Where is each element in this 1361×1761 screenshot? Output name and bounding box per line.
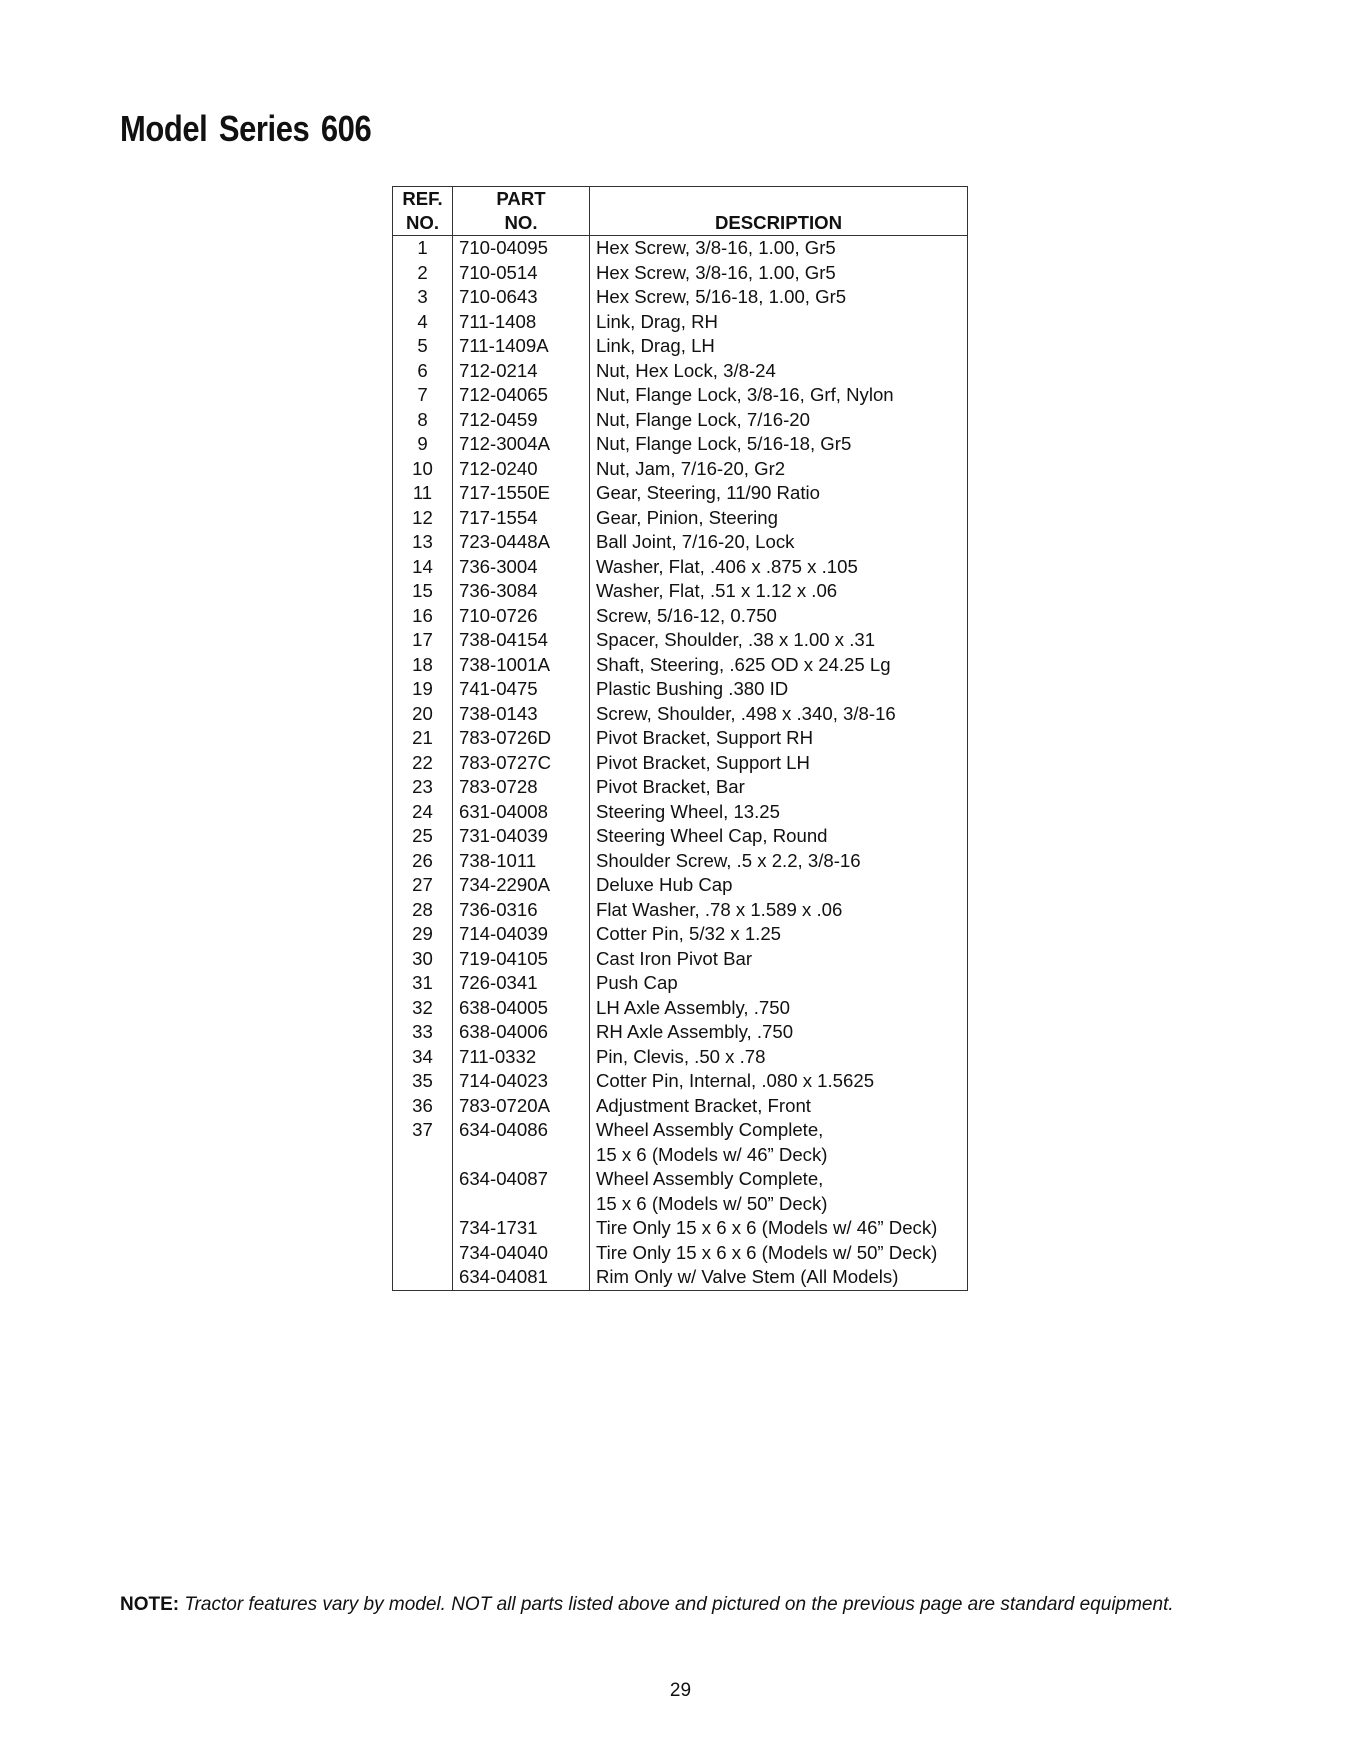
description-cell: Cotter Pin, Internal, .080 x 1.5625 — [590, 1069, 968, 1094]
table-row — [393, 922, 968, 947]
ref-no-cell: 28 — [412, 898, 433, 920]
table-row — [393, 653, 968, 678]
ref-no-cell: 5 — [417, 335, 428, 356]
table-row — [393, 1143, 968, 1168]
part-no-cell: 714-04023 — [453, 1069, 590, 1094]
part-no-cell: 738-1001A — [453, 653, 590, 678]
table-row — [393, 775, 968, 800]
ref-no-cell — [393, 1241, 453, 1266]
description-cell: Link, Drag, LH — [590, 334, 968, 359]
part-no-cell: 631-04008 — [453, 800, 590, 825]
ref-header-line1: REF. — [402, 188, 443, 209]
ref-no-cell: 3 — [417, 286, 428, 307]
table-row — [393, 677, 968, 702]
ref-no-cell: 37 — [412, 1119, 433, 1140]
description-cell: Washer, Flat, .406 x .875 x .105 — [590, 555, 968, 580]
ref-no-cell — [393, 1167, 453, 1192]
table-row — [393, 1192, 968, 1217]
part-no-cell: 712-3004A — [453, 432, 590, 457]
description-cell: Tire Only 15 x 6 x 6 (Models w/ 46” Deck) — [590, 1216, 968, 1241]
table-row — [393, 800, 968, 825]
part-no-cell: 734-2290A — [453, 873, 590, 898]
ref-no-cell: 26 — [412, 849, 433, 871]
ref-no-cell: 31 — [412, 972, 433, 993]
description-cell: Screw, 5/16-12, 0.750 — [590, 604, 968, 629]
ref-no-cell: 15 — [412, 580, 433, 601]
ref-no-cell: 7 — [417, 384, 428, 405]
table-row — [393, 1167, 968, 1192]
ref-no-cell: 2 — [417, 261, 428, 283]
table-row — [393, 873, 968, 898]
ref-no-cell: 35 — [412, 1070, 433, 1091]
description-cell: Pivot Bracket, Bar — [590, 775, 968, 800]
table-row — [393, 530, 968, 555]
table-row — [393, 751, 968, 776]
description-header-text: DESCRIPTION — [714, 212, 843, 233]
table-row — [393, 1045, 968, 1070]
description-cell: Nut, Flange Lock, 3/8-16, Grf, Nylon — [590, 383, 968, 408]
ref-header-line2: NO. — [405, 212, 440, 233]
part-no-cell: 712-0214 — [453, 359, 590, 384]
table-row — [393, 1118, 968, 1143]
description-cell: Flat Washer, .78 x 1.589 x .06 — [590, 898, 968, 923]
ref-no-cell — [393, 1265, 453, 1290]
part-no-cell: 712-0240 — [453, 457, 590, 482]
ref-no-cell: 32 — [412, 996, 433, 1018]
part-no-cell: 736-0316 — [453, 898, 590, 923]
table-row — [393, 971, 968, 996]
part-no-cell: 638-04006 — [453, 1020, 590, 1045]
table-header-row — [393, 187, 968, 236]
table-row — [393, 1265, 968, 1290]
note-text: Tractor features vary by model. NOT all parts listed above and pictured on the previous page are standard equipment. — [184, 1594, 1174, 1615]
part-no-cell: 736-3004 — [453, 555, 590, 580]
part-no-cell: 634-04086 — [453, 1118, 590, 1143]
part-no-cell: 638-04005 — [453, 996, 590, 1021]
description-cell: Push Cap — [590, 971, 968, 996]
description-cell: Spacer, Shoulder, .38 x 1.00 x .31 — [590, 628, 968, 653]
part-no-cell — [453, 1143, 590, 1168]
table-row — [393, 702, 968, 727]
ref-no-cell: 25 — [412, 825, 433, 846]
table-row — [393, 1020, 968, 1045]
note-label: NOTE: — [120, 1594, 180, 1615]
description-cell: Adjustment Bracket, Front — [590, 1094, 968, 1119]
description-cell: Nut, Jam, 7/16-20, Gr2 — [590, 457, 968, 482]
ref-no-cell: 30 — [412, 947, 433, 969]
part-no-cell: 711-1409A — [453, 334, 590, 359]
table-row — [393, 996, 968, 1021]
part-no-cell: 711-0332 — [453, 1045, 590, 1070]
page-number: 29 — [669, 1680, 692, 1701]
description-cell: RH Axle Assembly, .750 — [590, 1020, 968, 1045]
table-row — [393, 408, 968, 433]
description-cell: Gear, Pinion, Steering — [590, 506, 968, 531]
description-cell: Screw, Shoulder, .498 x .340, 3/8-16 — [590, 702, 968, 727]
table-row — [393, 898, 968, 923]
part-no-cell: 741-0475 — [453, 677, 590, 702]
description-cell: Pivot Bracket, Support LH — [590, 751, 968, 776]
ref-no-cell: 18 — [412, 653, 433, 675]
description-cell: Pin, Clevis, .50 x .78 — [590, 1045, 968, 1070]
ref-no-cell: 12 — [412, 506, 433, 528]
ref-no-cell: 16 — [412, 604, 433, 626]
part-no-cell: 711-1408 — [453, 310, 590, 335]
ref-no-cell: 1 — [417, 237, 428, 258]
ref-no-cell: 8 — [417, 408, 428, 430]
description-cell: Link, Drag, RH — [590, 310, 968, 335]
table-row — [393, 236, 968, 261]
table-row — [393, 628, 968, 653]
ref-no-cell: 17 — [412, 629, 433, 650]
part-no-cell: 719-04105 — [453, 947, 590, 972]
table-row — [393, 579, 968, 604]
description-cell: Ball Joint, 7/16-20, Lock — [590, 530, 968, 555]
description-cell: Plastic Bushing .380 ID — [590, 677, 968, 702]
ref-no-cell: 11 — [412, 482, 433, 503]
ref-no-cell: 23 — [412, 776, 433, 797]
part-no-cell: 717-1550E — [453, 481, 590, 506]
part-no-header — [453, 187, 590, 236]
part-no-cell: 783-0727C — [453, 751, 590, 776]
table-row — [393, 604, 968, 629]
ref-no-cell — [393, 1216, 453, 1241]
ref-no-cell: 10 — [412, 457, 433, 479]
description-cell: Washer, Flat, .51 x 1.12 x .06 — [590, 579, 968, 604]
part-no-cell: 710-04095 — [453, 236, 590, 261]
table-row — [393, 285, 968, 310]
part-no-cell — [453, 1192, 590, 1217]
description-cell: Nut, Flange Lock, 5/16-18, Gr5 — [590, 432, 968, 457]
page-title: Model Series 606 — [120, 108, 372, 149]
ref-no-cell: 20 — [412, 702, 433, 724]
table-row — [393, 457, 968, 482]
table-row — [393, 261, 968, 286]
ref-no-cell: 22 — [412, 751, 433, 773]
table-row — [393, 824, 968, 849]
ref-no-cell: 19 — [412, 678, 433, 699]
part-no-cell: 712-0459 — [453, 408, 590, 433]
note — [120, 1594, 1174, 1616]
ref-no-cell: 34 — [412, 1045, 433, 1067]
ref-no-header — [393, 187, 453, 236]
description-cell: Pivot Bracket, Support RH — [590, 726, 968, 751]
ref-no-cell: 9 — [417, 433, 428, 454]
part-no-cell: 783-0728 — [453, 775, 590, 800]
table-row — [393, 1069, 968, 1094]
table-row — [393, 1216, 968, 1241]
table-row — [393, 334, 968, 359]
part-no-cell: 736-3084 — [453, 579, 590, 604]
ref-no-cell: 29 — [412, 923, 433, 944]
description-cell: Hex Screw, 3/8-16, 1.00, Gr5 — [590, 236, 968, 261]
part-no-cell: 710-0514 — [453, 261, 590, 286]
ref-no-cell — [393, 1192, 453, 1217]
part-no-cell: 712-04065 — [453, 383, 590, 408]
table-row — [393, 555, 968, 580]
part-no-cell: 726-0341 — [453, 971, 590, 996]
description-cell: Nut, Hex Lock, 3/8-24 — [590, 359, 968, 384]
description-cell: Nut, Flange Lock, 7/16-20 — [590, 408, 968, 433]
description-cell: Wheel Assembly Complete, — [590, 1118, 968, 1143]
table-row — [393, 1241, 968, 1266]
table-row — [393, 383, 968, 408]
part-no-cell: 710-0726 — [453, 604, 590, 629]
description-cell: Gear, Steering, 11/90 Ratio — [590, 481, 968, 506]
description-cell: Shoulder Screw, .5 x 2.2, 3/8-16 — [590, 849, 968, 874]
part-header-line2: NO. — [504, 212, 538, 233]
table-row — [393, 432, 968, 457]
ref-no-cell — [393, 1143, 453, 1168]
table-row — [393, 506, 968, 531]
part-no-cell: 634-04081 — [453, 1265, 590, 1290]
part-no-cell: 723-0448A — [453, 530, 590, 555]
description-cell: Cotter Pin, 5/32 x 1.25 — [590, 922, 968, 947]
ref-no-cell: 21 — [412, 727, 433, 748]
table-row — [393, 1094, 968, 1119]
ref-no-cell: 24 — [412, 800, 433, 822]
table-row — [393, 726, 968, 751]
part-no-cell: 738-04154 — [453, 628, 590, 653]
part-no-cell: 714-04039 — [453, 922, 590, 947]
table-row — [393, 947, 968, 972]
description-cell: Shaft, Steering, .625 OD x 24.25 Lg — [590, 653, 968, 678]
part-no-cell: 734-04040 — [453, 1241, 590, 1266]
table-row — [393, 849, 968, 874]
description-cell: Cast Iron Pivot Bar — [590, 947, 968, 972]
description-header — [590, 187, 968, 236]
description-cell: Hex Screw, 3/8-16, 1.00, Gr5 — [590, 261, 968, 286]
ref-no-cell: 4 — [417, 310, 428, 332]
part-header-line1: PART — [496, 188, 546, 209]
description-cell: Hex Screw, 5/16-18, 1.00, Gr5 — [590, 285, 968, 310]
description-cell: Steering Wheel, 13.25 — [590, 800, 968, 825]
ref-no-cell: 14 — [412, 555, 433, 577]
ref-no-cell: 36 — [412, 1094, 433, 1116]
part-no-cell: 734-1731 — [453, 1216, 590, 1241]
ref-no-cell: 13 — [412, 531, 433, 552]
ref-no-cell: 6 — [417, 359, 428, 381]
part-no-cell: 731-04039 — [453, 824, 590, 849]
ref-no-cell: 27 — [412, 874, 433, 895]
part-no-cell: 717-1554 — [453, 506, 590, 531]
part-no-cell: 634-04087 — [453, 1167, 590, 1192]
part-no-cell: 783-0720A — [453, 1094, 590, 1119]
table-row — [393, 359, 968, 384]
description-cell: 15 x 6 (Models w/ 50” Deck) — [590, 1192, 968, 1217]
description-cell: 15 x 6 (Models w/ 46” Deck) — [590, 1143, 968, 1168]
part-no-cell: 738-0143 — [453, 702, 590, 727]
ref-no-cell: 33 — [412, 1021, 433, 1042]
part-no-cell: 710-0643 — [453, 285, 590, 310]
description-cell: Wheel Assembly Complete, — [590, 1167, 968, 1192]
parts-table — [392, 186, 968, 1291]
description-cell: LH Axle Assembly, .750 — [590, 996, 968, 1021]
parts-table-body — [393, 236, 968, 1291]
description-cell: Deluxe Hub Cap — [590, 873, 968, 898]
part-no-cell: 738-1011 — [453, 849, 590, 874]
description-cell: Tire Only 15 x 6 x 6 (Models w/ 50” Deck) — [590, 1241, 968, 1266]
part-no-cell: 783-0726D — [453, 726, 590, 751]
description-cell: Steering Wheel Cap, Round — [590, 824, 968, 849]
table-row — [393, 310, 968, 335]
description-cell: Rim Only w/ Valve Stem (All Models) — [590, 1265, 968, 1290]
table-row — [393, 481, 968, 506]
